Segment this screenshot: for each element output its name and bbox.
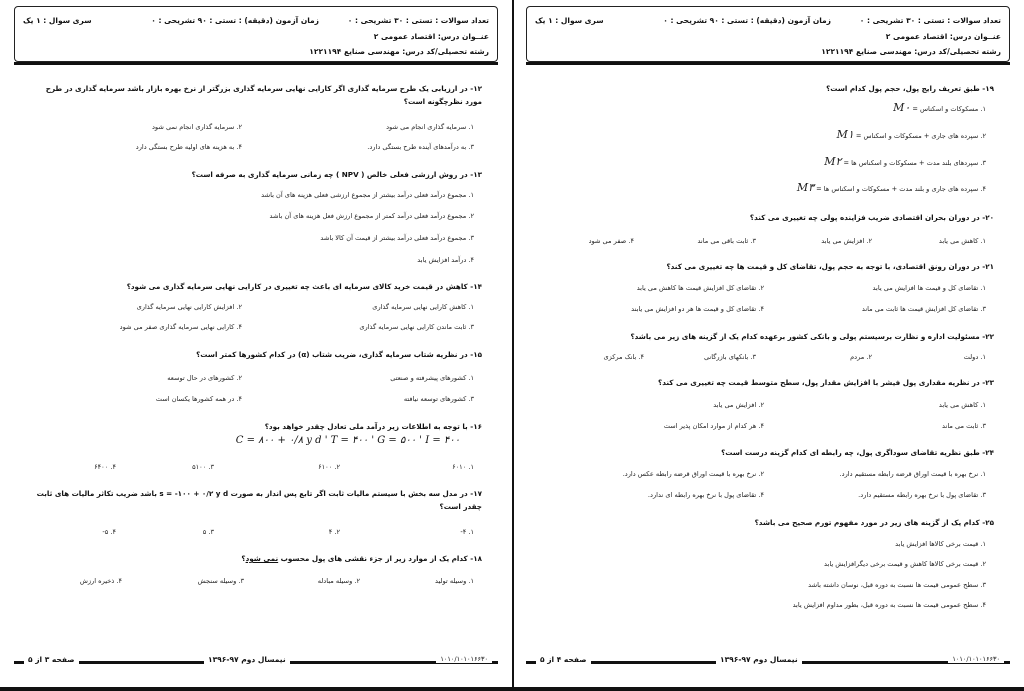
option-text: ۴. سپرده های جاری و بلند مدت + مسکوکات و اسکناس ها = <box>816 185 986 193</box>
option[interactable]: ۲. افزایش کارایی نهایی سرمایه گذاری <box>136 303 242 311</box>
option[interactable]: ۴. هر کدام از موارد امکان پذیر است <box>663 422 764 430</box>
question-counts: تعداد سوالات : تستی : ۳۰ تشریحی : ۰ <box>859 16 1001 25</box>
option[interactable]: ۱. وسیله تولید <box>435 577 474 585</box>
question-19: ۱۹- طبق تعریف رایج پول، حجم پول کدام است؟ <box>826 84 994 93</box>
option[interactable]: ۱. مجموع درآمد فعلی درآمد بیشتر از مجموع ارزشی فعلی هزینه های آن باشد <box>261 191 474 199</box>
option[interactable]: ۱. ۶۰۱۰ <box>452 463 474 471</box>
option[interactable]: ۱. کاهش می یابد <box>938 401 986 409</box>
question-series: سری سوال : ۱ یک <box>23 16 92 25</box>
option[interactable]: ۴. در همه کشورها یکسان است <box>155 395 242 403</box>
option[interactable]: ۱. تقاضای کل و قیمت ها افزایش می یابد <box>872 284 986 292</box>
header-rule <box>14 62 498 65</box>
money-symbol: M۰ <box>893 101 911 114</box>
option[interactable]: ۲. ۴ <box>328 528 340 536</box>
option[interactable]: ۲. تقاضای کل افزایش قیمت ها کاهش می یابد <box>636 284 764 292</box>
option[interactable]: ۲. کشورهای در حال توسعه <box>167 374 242 382</box>
option[interactable]: ۱. کاهش کارایی نهایی سرمایه گذاری <box>372 303 474 311</box>
option[interactable]: ۱. سرمایه گذاری انجام می شود <box>386 123 474 131</box>
question-23: ۲۳- در نظریه مقداری پول فیشر با افزایش مقدار پول، سطح متوسط قیمت چه تغییری می کند؟ <box>658 378 994 387</box>
exam-header <box>14 6 498 62</box>
option[interactable]: ۱. ۴- <box>460 528 474 536</box>
option[interactable]: ۲. سرمایه گذاری انجام نمی شود <box>152 123 242 131</box>
option[interactable]: ۳. ثابت ماندن کارایی نهایی سرمایه گذاری <box>359 323 474 331</box>
option[interactable]: ۲. وسیله مبادله <box>317 577 360 585</box>
money-symbol: M۱ <box>836 128 854 141</box>
option[interactable]: ۳. ۵۱۰۰ <box>192 463 214 471</box>
option-text: ۲. سپرده های جاری + مسکوکات و اسکناس = <box>855 132 986 140</box>
question-18-underlined: نمی شود <box>245 554 279 563</box>
option[interactable]: ۳. مجموع درآمد فعلی درآمد بیشتر از قیمت آن کالا باشد <box>320 234 474 242</box>
option[interactable]: ۳. وسیله سنجش <box>197 577 244 585</box>
option[interactable]: ۱. کشورهای پیشرفته و صنعتی <box>390 374 474 382</box>
option[interactable]: ۴. سطح عمومی قیمت ها نسبت به دوره قبل، بطور مداوم افزایش یابد <box>792 601 986 609</box>
option[interactable]: ۴. به هزینه های اولیه طرح بستگی دارد <box>135 143 242 151</box>
exam-time: زمان آزمون (دقیقه) : تستی : ۹۰ تشریحی : ۰ <box>663 16 831 25</box>
question-25: ۲۵- کدام یک از گزینه های زیر در مورد مفهوم تورم صحیح می باشد؟ <box>754 518 994 527</box>
option-text: ۳. سپردهای بلند مدت + مسکوکات و اسکناس ها = <box>843 159 986 167</box>
option[interactable]: ۳. ثابت باقی می ماند <box>697 237 756 245</box>
exam-footer <box>14 655 498 669</box>
question-counts: تعداد سوالات : تستی : ۳۰ تشریحی : ۰ <box>347 16 489 25</box>
option[interactable]: ۲. مجموع درآمد فعلی درآمد کمتر از مجموع ارزش فعل هزینه های آن باشد <box>269 212 474 220</box>
option[interactable]: ۱. دولت <box>963 353 986 361</box>
option-text: ۱. مسکوکات و اسکناس = <box>912 105 986 113</box>
question-16: ۱۶- با توجه به اطلاعات زیر درآمد ملی تعادل چقدر خواهد بود؟ <box>264 422 482 431</box>
option[interactable]: ۳. بانکهای بازرگانی <box>703 353 756 361</box>
exam-footer <box>526 655 1010 669</box>
footer-code: ۱۰۱۰/۱۰۱۰۱۶۶۳۰ <box>948 655 1004 663</box>
course-title: عنــوان درس: اقتصاد عمومی ۲ <box>885 32 1001 41</box>
option[interactable]: ۴. بانک مرکزی <box>603 353 644 361</box>
option[interactable]: ۴. ذخیره ارزش <box>79 577 122 585</box>
option[interactable]: ۳. کشورهای توسعه نیافته <box>403 395 474 403</box>
exam-header <box>526 6 1010 62</box>
question-17: ۱۷- در مدل سه بخش با سیستم مالیات ثابت اگر تابع پس انداز به صورت s = -۱۰۰ + ۰/۲ y d باشد ضریب تکاثر مالیات های ثابت چقدر است؟ <box>36 489 482 511</box>
option[interactable]: ۲. مردم <box>850 353 872 361</box>
money-symbol: M۲ <box>824 155 842 168</box>
question-15: ۱۵- در نظریه شتاب سرمایه گذاری، ضریب شتاب (α) در کدام کشورها کمتر است؟ <box>196 350 482 359</box>
option[interactable]: ۴. تقاضای پول با نرخ بهره رابطه ای ندارد. <box>647 491 764 499</box>
footer-term: نیمسال دوم ۹۷-۱۳۹۶ <box>204 655 290 664</box>
footer-page: صفحه ۴ از ۵ <box>536 655 591 664</box>
option[interactable]: ۴. ۶۴۰۰ <box>94 463 116 471</box>
footer-term: نیمسال دوم ۹۷-۱۳۹۶ <box>716 655 802 664</box>
question-24: ۲۴- طبق نظریه تقاضای سوداگری پول، چه رابطه ای کدام گزینه درست است؟ <box>721 448 994 457</box>
option[interactable]: ۲. ۶۱۰۰ <box>318 463 340 471</box>
question-series: سری سوال : ۱ یک <box>535 16 604 25</box>
question-22: ۲۲- مسئولیت اداره و نظارت برسیستم پولی و بانکی کشور برعهده کدام یک از گزینه های زیر می باشد؟ <box>630 332 994 341</box>
option[interactable] <box>837 130 986 141</box>
option[interactable] <box>893 103 986 114</box>
option[interactable]: ۳. تقاضای پول با نرخ بهره رابطه مستقیم دارد. <box>858 491 986 499</box>
field-code: رشته تحصیلی/کد درس: مهندسی صنایع ۱۲۲۱۱۹۴ <box>309 47 489 56</box>
option[interactable]: ۴. تقاضای کل و قیمت ها هر دو افزایش می یابند <box>631 305 764 313</box>
option[interactable]: ۲. نرخ بهره با قیمت اوراق قرضه رابطه عکس دارد. <box>622 470 764 478</box>
option[interactable]: ۳. تقاضای کل افزایش قیمت ها ثابت می ماند <box>861 305 986 313</box>
footer-page: صفحه ۳ از ۵ <box>24 655 79 664</box>
question-13: ۱۳- در روش ارزشی فعلی خالص ( NPV ) چه زمانی سرمایه گذاری به صرفه است؟ <box>191 170 482 179</box>
page-bottom-rule <box>0 687 512 691</box>
page-bottom-rule <box>512 687 1024 691</box>
exam-time: زمان آزمون (دقیقه) : تستی : ۹۰ تشریحی : ۰ <box>151 16 319 25</box>
question-12: ۱۲- در ارزیابی یک طرح سرمایه گذاری اگر کارایی نهایی سرمایه گذاری بزرگتر از نرخ بهره بازار باشد سرمایه گذاری در طرح مورد نظرچگونه است؟ <box>45 84 482 106</box>
question-14: ۱۴- کاهش در قیمت خرید کالای سرمایه ای باعث چه تغییری در کارایی نهایی سرمایه گذاری می شود؟ <box>126 282 482 291</box>
question-18-mark: ؟ <box>241 554 246 563</box>
money-symbol: M۳ <box>796 181 815 194</box>
option[interactable]: ۴. ۵- <box>102 528 116 536</box>
option[interactable]: ۳. ثابت می ماند <box>942 422 986 430</box>
exam-page-4 <box>512 0 1024 691</box>
option[interactable]: ۴. درآمد افزایش یابد <box>417 256 474 264</box>
option[interactable]: ۳. ۵ <box>202 528 214 536</box>
option[interactable]: ۲. افزایش می یابد <box>821 237 872 245</box>
course-title: عنــوان درس: اقتصاد عمومی ۲ <box>373 32 489 41</box>
question-20: ۲۰- در دوران بحران اقتصادی ضریب فزاینده پولی چه تغییری می کند؟ <box>749 213 994 222</box>
option[interactable]: ۳. به درآمدهای آینده طرح بستگی دارد. <box>367 143 474 151</box>
question-18-text: ۱۸- کدام یک از موارد زیر از جزء نقشی های پول محسوب <box>278 554 482 563</box>
question-18 <box>28 552 482 565</box>
field-code: رشته تحصیلی/کد درس: مهندسی صنایع ۱۲۲۱۱۹۴ <box>821 47 1001 56</box>
option[interactable]: ۲. افزایش می یابد <box>713 401 764 409</box>
header-rule <box>526 62 1010 65</box>
option[interactable]: ۳. سطح عمومی قیمت ها نسبت به دوره قبل، نوسان داشته باشد <box>808 581 986 589</box>
option[interactable]: ۴. صفر می شود <box>588 237 634 245</box>
option[interactable]: ۲. قیمت برخی کالاها کاهش و قیمت برخی دیگرافزایش یابد <box>824 560 986 568</box>
option[interactable]: ۱. نرخ بهره با قیمت اوراق قرضه رابطه مستقیم دارد. <box>839 470 986 478</box>
option[interactable] <box>824 157 986 168</box>
option[interactable]: ۱. قیمت برخی کالاها افزایش یابد <box>895 540 986 548</box>
equation: C = ۸۰۰ + ۰/۸ y d ' T = ۴۰۰ ' G = ۵۰۰ ' I = ۴۰۰ <box>235 435 460 446</box>
option[interactable]: ۴. کارایی نهایی سرمایه گذاری صفر می شود <box>119 323 242 331</box>
question-21: ۲۱- در دوران رونق اقتصادی، با توجه به حجم پول، تقاضای کل و قیمت ها چه تغییری می کند؟ <box>666 262 994 271</box>
option[interactable]: ۱. کاهش می یابد <box>938 237 986 245</box>
option[interactable] <box>797 183 986 194</box>
footer-code: ۱۰۱۰/۱۰۱۰۱۶۶۳۰ <box>436 655 492 663</box>
